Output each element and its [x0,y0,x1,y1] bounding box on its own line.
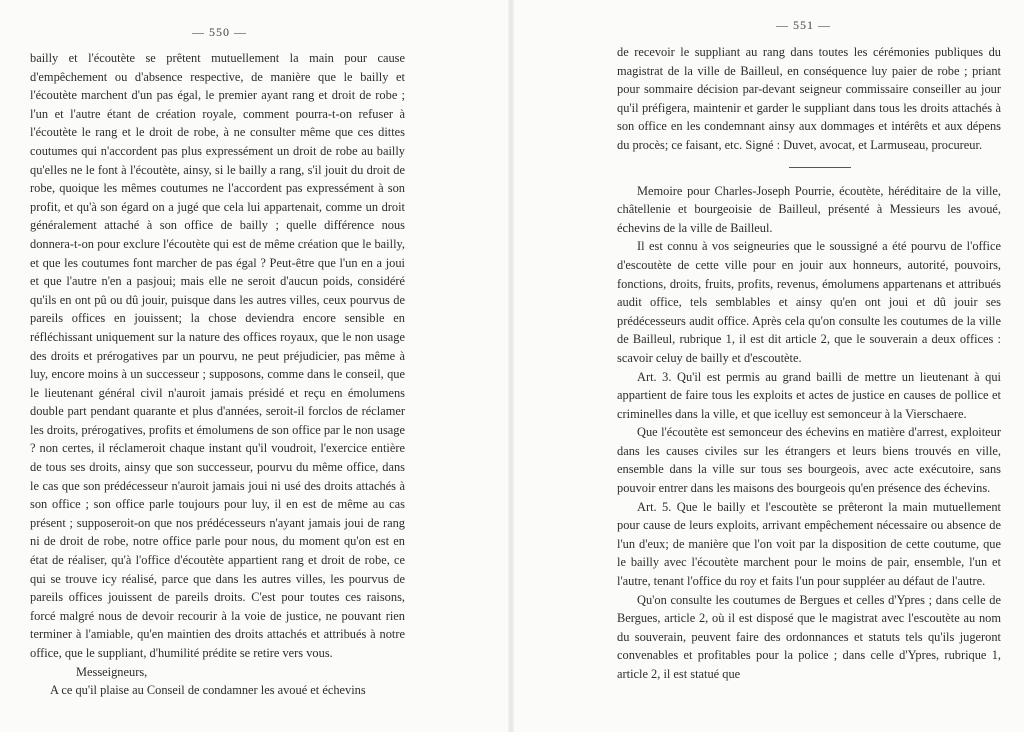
right-paragraph: Qu'on consulte les coutumes de Bergues et celles d'Ypres ; dans celle de Bergues, article 2, où il est disposé que le magistrat avec l'escoutète au nom du souverain, peuvent faire des ordonnances et statuts tels qu'ils jugeront convenables et profitables pour la police ; dans celle d'Ypres, rubrique 1, article 2, il est statué que [617,592,1001,681]
left-page-body [30,49,405,700]
right-page-number: — 551 — [776,18,831,32]
left-page-paragraph: bailly et l'écoutète se prêtent mutuellement la main pour cause d'empêchement ou d'absence respective, de manière que le bailly et l'écoutète marchent d'un pas égal, le premier ayant rang et droit de robe ; l'un et l'autre étant de création royale, comment pourra-t-on refuser à l'écoutète le rang et le droit de robe, à ne consulter même que ces dittes coutumes qui n'accordent pas plus expressément un droit de robe au bailly qu'elles ne le font à l'écoutète, ainsy, si le bailly a rang, s'il jouit du droit de robe, quoique les mêmes coutumes ne l'accordent pas expressément à son profit, et qu'à son égard on a jugé que cela lui appartenait, comme un droit généralement attaché à son office de bailly ; quelle différence nous donnera-t-on pour exclure l'écoutète qui est de même création que le bailly, et que les coutumes font marcher de pas égal ? Peut-être que l'un en a joui et que l'autre n'en a pasjoui; mais elle ne seroit d'aucun poids, considéré qu'ils en ont pû ou dû jouir, puisque dans les autres villes, ceux pourvus de pareils offices en jouissent; la chose deviendra encore sensible en réfléchissant uniquement sur la nature des offices royaux, que le non usage des droits et prérogatives par un pourvu, ne peut préjudicier, pas même à luy, encore moins à un successeur ; supposons, comme dans le conseil, que le lieutenant général civil n'auroit jamais présidé et reçu en émolumens double part pendant quarante et plus d'années, seroit-il forclos de réclamer les droits, prérogatives, profits et émolumens de son office par le non usage ? non certes, il réclameroit chaque instant qu'il voudroit, l'exercice entière de tous ses droits, ainsy que son successeur, pourvu du même office, dans le cas que son prédécesseur n'auroit jamais joui ni usé des droits attachés à son office ; son office parle toujours pour luy, il en est de même au cas présent ; supposeroit-on que nos prédécesseurs n'ayant jamais joui de rang ni de droit de robe, notre office parle pour nous, du moment qu'on est en état de réaliser, qu'à l'office d'écoutète appartient rang et droit de robe, ce qui se trouve icy réalisé, parce que dans les autres villes, les pourvus de pareils offices jouissent de pareils droits. C'est pour toutes ces raisons, forcé malgré nous de devoir recourir à la voie de justice, ne pouvant rien terminer à l'amiable, qu'en maintien des droits attachés et attribués à notre office, que le suppliant, d'humilité prédite se retire vers vous. [30,51,405,660]
right-page-body [617,43,1001,684]
memoire-heading-paragraph: Memoire pour Charles-Joseph Pourrie, écoutète, héréditaire de la ville, châtellenie et bourgeoisie de Bailleul, présenté à Messieurs les avoué, échevins de la ville de Bailleul. [617,183,1001,235]
right-page [514,0,1024,732]
left-page-final-line: A ce qu'il plaise au Conseil de condamner les avoué et échevins [50,683,366,698]
article-5-paragraph: Art. 5. Que le bailly et l'escoutète se prêteront la main mutuellement pour cause de leurs exploits, arrivant empêchement nécessaire ou absence de l'un d'eux; de manière que l'on voit par la disposition de cette coutume, que le bailly avec l'écoutète marchent pour le moins de pair, ensemble, l'un et l'autre, tenant l'office du roy et faits l'un pour suppléer au défaut de l'autre. [617,499,1001,589]
salutation: Messeigneurs, [76,664,148,679]
right-paragraph: Il est connu à vos seigneuries que le soussigné a été pourvu de l'office d'escoutète de cette ville pour en jouir aux honneurs, autorité, pouvoirs, fonctions, droits, fruits, profits, revenus, émolumens appartenans et attribués audit office, tels semblables et ainsy qu'en ont joui et dû jouir ses prédécesseurs audit office. Après cela qu'on consulte les coutumes de la ville de Bailleul, rubrique 1, il est dit article 2, que le souverain a deux offices : scavoir celuy de bailly et d'escoutète. [617,239,1001,365]
right-paragraph: Que l'écoutète est semonceur des échevins en matière d'arrest, exploiteur dans les causes civiles sur les étrangers et leurs biens trouvés en ville, ensemble dans la ville sur tous ses bourgeois, avec acte exécutoire, sans pouvoir entrer dans les maisons des bourgeois qu'en présence des échevins. [617,425,1001,496]
left-page [0,0,508,732]
right-paragraph-continuation: de recevoir le suppliant au rang dans toutes les cérémonies publiques du magistrat de la ville de Bailleul, en conséquence luy paier de robe ; priant pour sommaire décision par-devant seigneur commissaire conseiller au jour qu'il préfigera, maintenir et garder le suppliant dans tous les droits attachés à son office en les condemnant ainsy aux dommages et intérêts et aux dépens du procès; ce faisant, etc. Signé : Duvet, avocat, et Larmuseau, procureur. [617,45,1001,152]
section-divider [789,167,851,168]
left-page-number: — 550 — [192,25,247,39]
article-3-paragraph: Art. 3. Qu'il est permis au grand bailli de mettre un lieutenant à qui appartient de faire tous les exploits et actes de justice en causes de pollice et criminelles dans la ville, et que icelluy est semonceur à la Vierschaere. [617,369,1001,421]
